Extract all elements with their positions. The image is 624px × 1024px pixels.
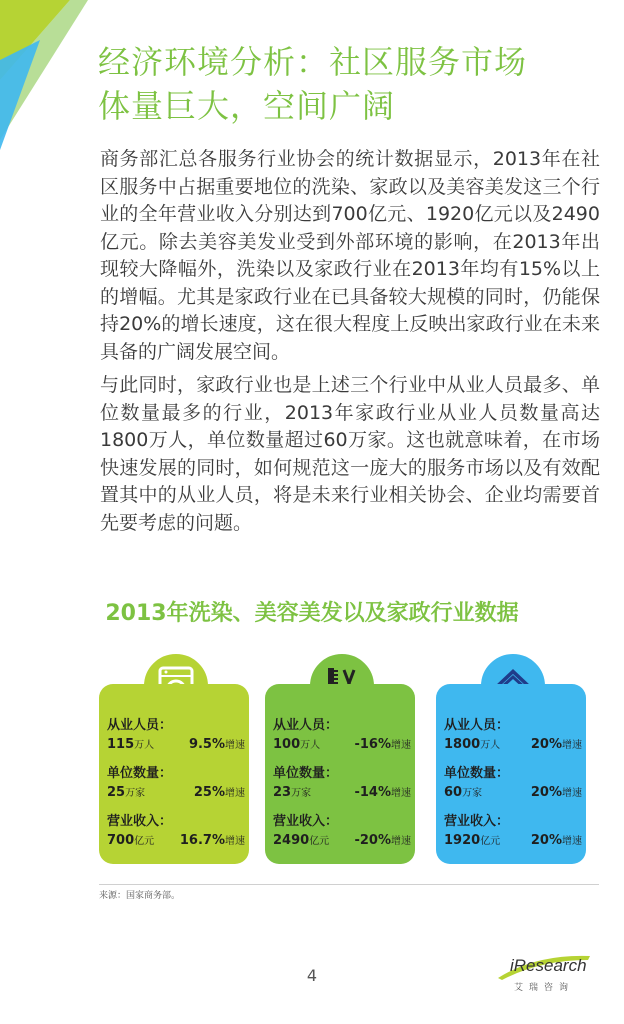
employees-label: 从业人员：	[273, 718, 339, 733]
housekeeping-card	[436, 684, 586, 864]
units-label: 单位数量：	[444, 766, 510, 781]
growth-word: 增速	[225, 740, 245, 751]
growth-word: 增速	[562, 836, 582, 847]
employees-unit: 万人	[480, 740, 501, 751]
revenue-growth: 16.7%	[179, 833, 225, 848]
employees-stat	[273, 718, 413, 754]
revenue-unit: 亿元	[480, 836, 501, 847]
employees-growth: 9.5%	[188, 737, 225, 752]
logo-subtext: 艾瑞咨询	[514, 983, 575, 993]
units-stat	[444, 766, 584, 802]
revenue-unit: 亿元	[134, 836, 155, 847]
units-value: 25	[107, 785, 126, 800]
growth-word: 增速	[562, 788, 582, 799]
paragraph-2: 与此同时，家政行业也是上述三个行业中从业人员最多、单位数量最多的行业，2013年家政行业从业人员数量高达1800万人，单位数量超过60万家。这也就意味着，在市场快速发展的同时，如何规范这一庞大的服务市场以及有效配置其中的从业人员，将是未来行业相关协会、企业均需要首先要考虑的问题。	[100, 374, 600, 534]
growth-word: 增速	[225, 788, 245, 799]
washing-card	[99, 684, 249, 864]
growth-word: 增速	[391, 836, 411, 847]
growth-word: 增速	[562, 740, 582, 751]
revenue-stat	[444, 814, 584, 850]
revenue-stat	[107, 814, 247, 850]
employees-value: 100	[273, 737, 301, 752]
growth-word: 增速	[391, 740, 411, 751]
revenue-growth: -20%	[354, 833, 391, 848]
units-label: 单位数量：	[273, 766, 339, 781]
units-value: 60	[444, 785, 463, 800]
units-label: 单位数量：	[107, 766, 173, 781]
page-number: 4	[306, 966, 318, 985]
paragraph-1: 商务部汇总各服务行业协会的统计数据显示，2013年在社区服务中占据重要地位的洗染、家政以及美容美发这三个行业的全年营业收入分别达到700亿元、1920亿元以及2490亿元。除去美容美发业受到外部环境的影响，在2013年出现较大降幅外，洗染以及家政行业在2013年均有15%以上的增幅。尤其是家政行业在已具备较大规模的同时，仍能保持20%的增长速度，这在很大程度上反映出家政行业在未来具备的广阔发展空间。	[100, 148, 600, 363]
employees-unit: 万人	[300, 740, 321, 751]
revenue-value: 2490	[273, 833, 310, 848]
employees-stat	[107, 718, 247, 754]
units-stat	[273, 766, 413, 802]
units-growth: 25%	[193, 785, 225, 800]
units-growth: 20%	[530, 785, 562, 800]
revenue-stat	[273, 814, 413, 850]
units-unit: 万家	[125, 788, 146, 799]
employees-value: 115	[107, 737, 135, 752]
logo-text: iResearch	[510, 956, 587, 975]
units-stat	[107, 766, 247, 802]
employees-label: 从业人员：	[444, 718, 510, 733]
units-unit: 万家	[462, 788, 483, 799]
revenue-unit: 亿元	[309, 836, 330, 847]
revenue-growth: 20%	[530, 833, 562, 848]
employees-growth: 20%	[530, 737, 562, 752]
footer-divider	[99, 884, 599, 885]
revenue-value: 700	[107, 833, 135, 848]
growth-word: 增速	[391, 788, 411, 799]
title-line-2: 体量巨大，空间广阔	[98, 87, 396, 125]
units-value: 23	[273, 785, 292, 800]
corner-decoration	[0, 0, 90, 150]
employees-value: 1800	[444, 737, 481, 752]
beauty-card	[265, 684, 415, 864]
revenue-value: 1920	[444, 833, 481, 848]
source-note: 来源：国家商务部。	[99, 891, 181, 901]
employees-stat	[444, 718, 584, 754]
iresearch-logo	[496, 952, 592, 998]
employees-label: 从业人员：	[107, 718, 173, 733]
revenue-label: 营业收入：	[107, 814, 173, 829]
page-title	[98, 40, 527, 128]
section-title: 2013年洗染、美容美发以及家政行业数据	[105, 601, 519, 626]
growth-word: 增速	[225, 836, 245, 847]
employees-unit: 万人	[134, 740, 155, 751]
employees-growth: -16%	[354, 737, 391, 752]
units-growth: -14%	[354, 785, 391, 800]
title-line-1: 经济环境分析：社区服务市场	[98, 43, 528, 81]
units-unit: 万家	[291, 788, 312, 799]
body-text	[100, 146, 600, 543]
revenue-label: 营业收入：	[273, 814, 339, 829]
revenue-label: 营业收入：	[444, 814, 510, 829]
